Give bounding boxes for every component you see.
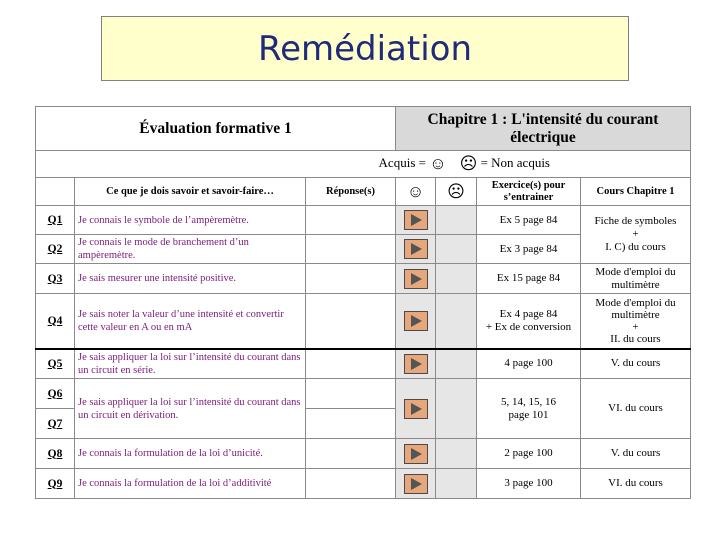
question-number: Q1 <box>36 206 75 235</box>
exercise-text: Ex 3 page 84 <box>477 235 581 264</box>
legend-row <box>36 151 691 178</box>
question-number: Q7 <box>36 409 75 439</box>
play-button-icon[interactable] <box>404 239 428 259</box>
play-button-icon[interactable] <box>404 311 428 331</box>
skill-text: Je sais appliquer la loi sur l’intensité du courant dans un circuit en dérivation. <box>75 379 306 439</box>
course-text: Mode d'emploi du multimètre <box>581 264 691 294</box>
exercise-text: Ex 15 page 84 <box>477 264 581 294</box>
question-number: Q9 <box>36 469 75 499</box>
course-text: Fiche de symboles + I. C) du cours <box>581 206 691 264</box>
table-row <box>36 379 691 409</box>
sad-cell[interactable] <box>436 264 477 294</box>
course-text: V. du cours <box>581 349 691 379</box>
question-number: Q6 <box>36 379 75 409</box>
non-acquis-label: = Non acquis <box>480 154 550 170</box>
answer-cell[interactable] <box>306 379 396 409</box>
evaluation-title: Évaluation formative 1 <box>36 107 396 151</box>
happy-cell[interactable] <box>396 206 436 235</box>
header-happy-face-icon: ☺ <box>396 178 436 206</box>
happy-face-icon: ☺ <box>429 154 447 173</box>
play-button-icon[interactable] <box>404 354 428 374</box>
table-row <box>36 469 691 499</box>
course-text: V. du cours <box>581 439 691 469</box>
skill-text: Je connais le symbole de l’ampèremètre. <box>75 206 306 235</box>
skill-text: Je connais la formulation de la loi d’unicité. <box>75 439 306 469</box>
table-row <box>36 294 691 349</box>
answer-cell[interactable] <box>306 349 396 379</box>
play-button-icon[interactable] <box>404 444 428 464</box>
exercise-text: 4 page 100 <box>477 349 581 379</box>
happy-cell[interactable] <box>396 235 436 264</box>
acquis-label: Acquis = <box>378 154 426 170</box>
answer-cell[interactable] <box>306 206 396 235</box>
slide-title-box <box>101 16 629 81</box>
happy-cell[interactable] <box>396 294 436 349</box>
happy-cell[interactable] <box>396 469 436 499</box>
sad-cell[interactable] <box>436 379 477 439</box>
exercise-text: 3 page 100 <box>477 469 581 499</box>
remediation-table <box>35 106 691 499</box>
question-number: Q5 <box>36 349 75 379</box>
play-button-icon[interactable] <box>404 399 428 419</box>
remediation-table-sheet <box>35 106 691 499</box>
happy-cell[interactable] <box>396 379 436 439</box>
answer-cell[interactable] <box>306 235 396 264</box>
answer-cell[interactable] <box>306 439 396 469</box>
exercise-text: 2 page 100 <box>477 439 581 469</box>
play-button-icon[interactable] <box>404 474 428 494</box>
skill-text: Je sais appliquer la loi sur l’intensité du courant dans un circuit en série. <box>75 349 306 379</box>
sad-cell[interactable] <box>436 439 477 469</box>
header-course: Cours Chapitre 1 <box>581 178 691 206</box>
sad-cell[interactable] <box>436 349 477 379</box>
answer-cell[interactable] <box>306 264 396 294</box>
sad-cell[interactable] <box>436 235 477 264</box>
sad-cell[interactable] <box>436 206 477 235</box>
skill-text: Je connais le mode de branchement d’un ampèremètre. <box>75 235 306 264</box>
exercise-text: Ex 4 page 84 + Ex de conversion <box>477 294 581 349</box>
question-number: Q3 <box>36 264 75 294</box>
course-text: VI. du cours <box>581 379 691 439</box>
table-row <box>36 439 691 469</box>
table-row <box>36 206 691 235</box>
sad-face-icon: ☹ <box>459 154 478 173</box>
header-sad-face-icon: ☹ <box>436 178 477 206</box>
slide-title: Remédiation <box>257 28 473 69</box>
header-exercise: Exercice(s) pour s’entrainer <box>477 178 581 206</box>
course-text: Mode d'emploi du multimètre + II. du cours <box>581 294 691 349</box>
header-answer: Réponse(s) <box>306 178 396 206</box>
happy-cell[interactable] <box>396 349 436 379</box>
exercise-text: 5, 14, 15, 16 page 101 <box>477 379 581 439</box>
answer-cell[interactable] <box>306 294 396 349</box>
answer-cell[interactable] <box>306 469 396 499</box>
exercise-text: Ex 5 page 84 <box>477 206 581 235</box>
question-number: Q8 <box>36 439 75 469</box>
skill-text: Je connais la formulation de la loi d’additivité <box>75 469 306 499</box>
sad-cell[interactable] <box>436 294 477 349</box>
question-number: Q2 <box>36 235 75 264</box>
play-button-icon[interactable] <box>404 210 428 230</box>
happy-cell[interactable] <box>396 439 436 469</box>
chapter-title: Chapitre 1 : L'intensité du courant électrique <box>396 107 691 151</box>
skill-text: Je sais noter la valeur d’une intensité et convertir cette valeur en A ou en mA <box>75 294 306 349</box>
play-button-icon[interactable] <box>404 269 428 289</box>
header-q <box>36 178 75 206</box>
sad-cell[interactable] <box>436 469 477 499</box>
table-row <box>36 349 691 379</box>
header-skill: Ce que je dois savoir et savoir-faire… <box>75 178 306 206</box>
answer-cell[interactable] <box>306 409 396 439</box>
happy-cell[interactable] <box>396 264 436 294</box>
course-text: VI. du cours <box>581 469 691 499</box>
table-row <box>36 264 691 294</box>
skill-text: Je sais mesurer une intensité positive. <box>75 264 306 294</box>
question-number: Q4 <box>36 294 75 349</box>
